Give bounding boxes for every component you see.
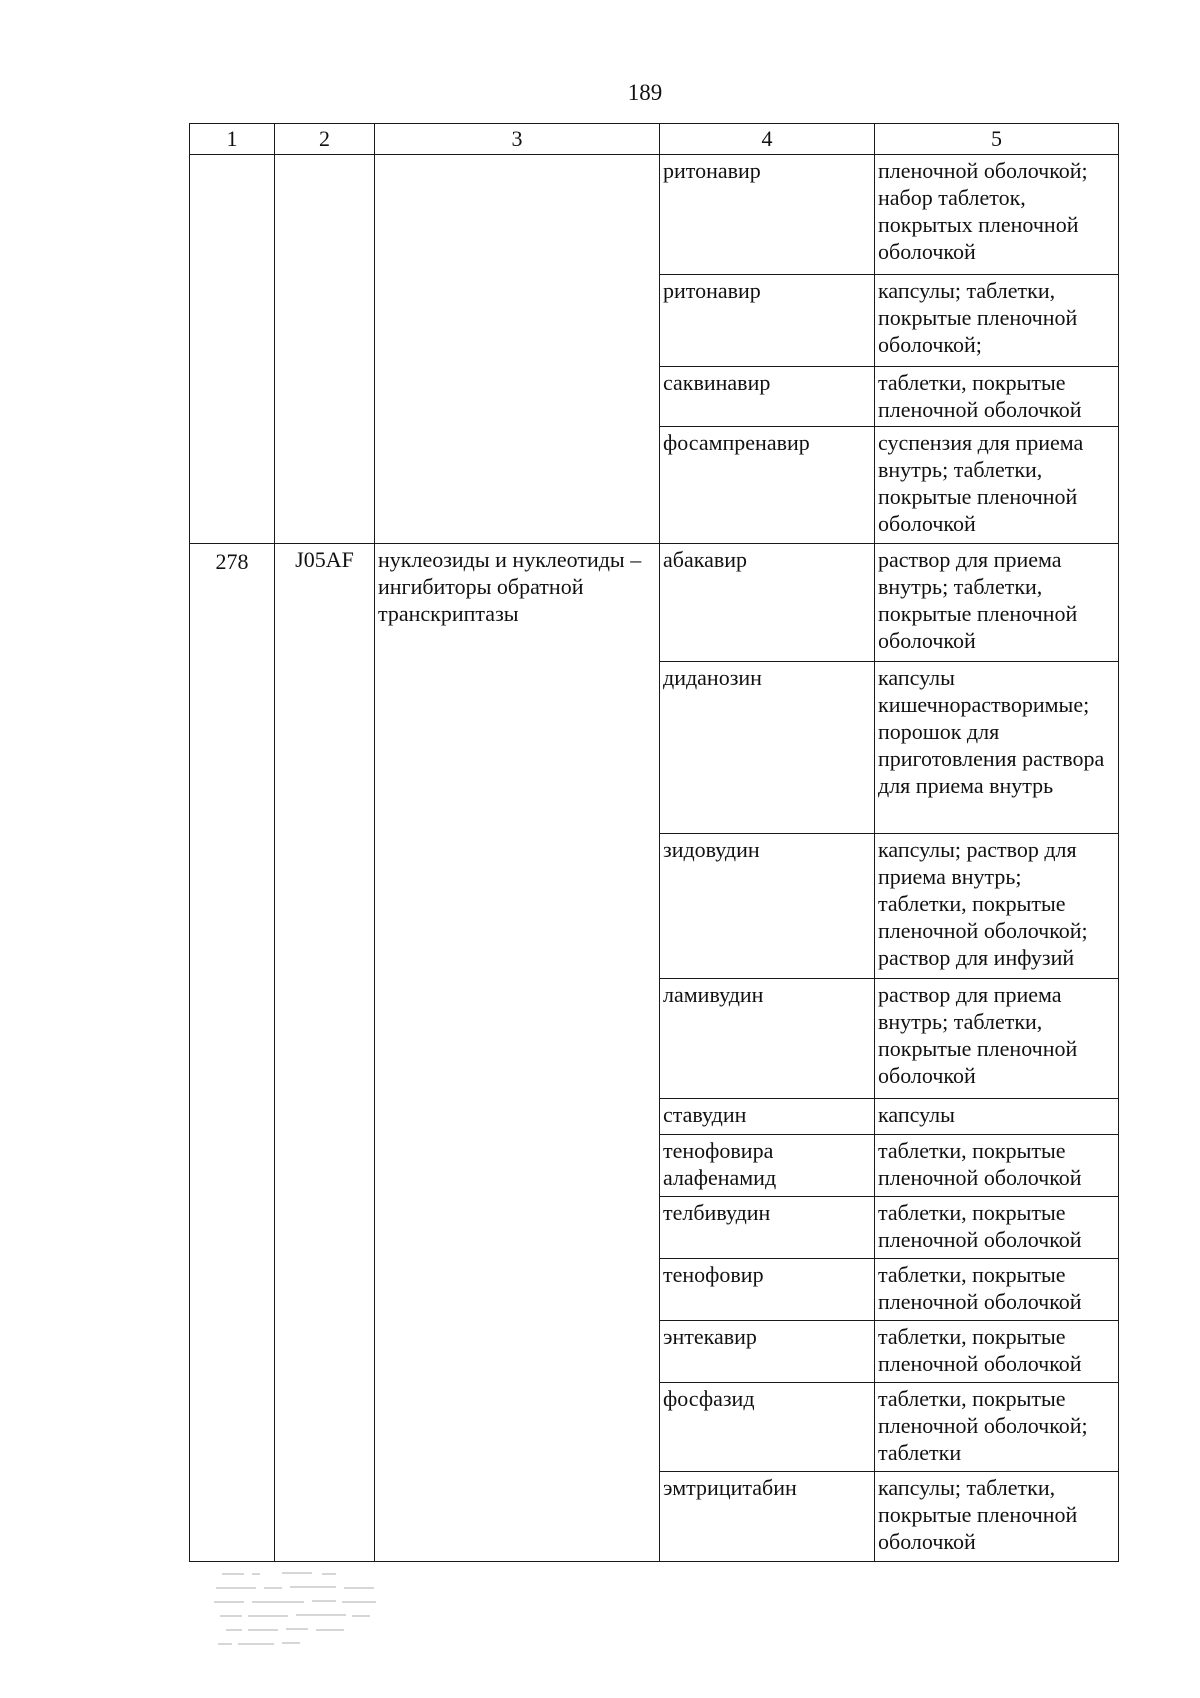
column-header: 4 xyxy=(660,124,875,155)
drug-name-cell: эмтрицитабин xyxy=(660,1472,875,1562)
drug-name-cell: ритонавир xyxy=(660,275,875,367)
drug-name-cell: телбивудин xyxy=(660,1197,875,1259)
dosage-form-cell: таблетки, покрытые пленочной оболочкой xyxy=(875,367,1119,427)
drug-name-cell: тенофовир xyxy=(660,1259,875,1321)
dosage-form-cell: таблетки, покрытые пленочной оболочкой; таблетки xyxy=(875,1383,1119,1472)
column-header: 2 xyxy=(275,124,375,155)
table-row xyxy=(190,544,1119,662)
drug-table xyxy=(189,123,1119,1562)
dosage-form-cell: раствор для приема внутрь; таблетки, покрытые пленочной оболочкой xyxy=(875,544,1119,662)
table-row xyxy=(190,155,1119,275)
drug-name-cell: энтекавир xyxy=(660,1321,875,1383)
dosage-form-cell: таблетки, покрытые пленочной оболочкой xyxy=(875,1321,1119,1383)
page-number: 189 xyxy=(627,80,663,105)
drug-name-cell: диданозин xyxy=(660,662,875,834)
dosage-form-cell: таблетки, покрытые пленочной оболочкой xyxy=(875,1197,1119,1259)
empty-cell xyxy=(275,155,375,544)
dosage-form-cell: раствор для приема внутрь; таблетки, покрытые пленочной оболочкой xyxy=(875,979,1119,1099)
dosage-form-cell: капсулы; таблетки, покрытые пленочной оболочкой xyxy=(875,1472,1119,1562)
empty-cell xyxy=(190,155,275,544)
drug-name-cell: ламивудин xyxy=(660,979,875,1099)
drug-name-cell: абакавир xyxy=(660,544,875,662)
drug-name-cell: зидовудин xyxy=(660,834,875,979)
column-header: 5 xyxy=(875,124,1119,155)
dosage-form-cell: капсулы xyxy=(875,1099,1119,1135)
group-name-cell: нуклеозиды и нуклеотиды – ингибиторы обратной транскриптазы xyxy=(375,544,660,1562)
drug-name-cell: ритонавир xyxy=(660,155,875,275)
group-code-cell: J05AF xyxy=(275,544,375,1562)
column-header: 3 xyxy=(375,124,660,155)
group-number-cell: 278 xyxy=(190,544,275,1562)
drug-name-cell: ставудин xyxy=(660,1099,875,1135)
drug-name-cell: саквинавир xyxy=(660,367,875,427)
drug-name-cell: фосампренавир xyxy=(660,427,875,544)
column-header: 1 xyxy=(190,124,275,155)
table-header-row xyxy=(190,124,1119,155)
drug-name-cell: фосфазид xyxy=(660,1383,875,1472)
dosage-form-cell: таблетки, покрытые пленочной оболочкой xyxy=(875,1135,1119,1197)
faint-stamp-mark xyxy=(212,1568,392,1660)
dosage-form-cell: таблетки, покрытые пленочной оболочкой xyxy=(875,1259,1119,1321)
dosage-form-cell: суспензия для приема внутрь; таблетки, покрытые пленочной оболочкой xyxy=(875,427,1119,544)
dosage-form-cell: капсулы; раствор для приема внутрь; таблетки, покрытые пленочной оболочкой; раствор для инфузий xyxy=(875,834,1119,979)
dosage-form-cell: капсулы; таблетки, покрытые пленочной оболочкой; xyxy=(875,275,1119,367)
dosage-form-cell: пленочной оболочкой; набор таблеток, покрытых пленочной оболочкой xyxy=(875,155,1119,275)
drug-name-cell: тенофовира алафенамид xyxy=(660,1135,875,1197)
dosage-form-cell: капсулы кишечнорастворимые; порошок для приготовления раствора для приема внутрь xyxy=(875,662,1119,834)
empty-cell xyxy=(375,155,660,544)
